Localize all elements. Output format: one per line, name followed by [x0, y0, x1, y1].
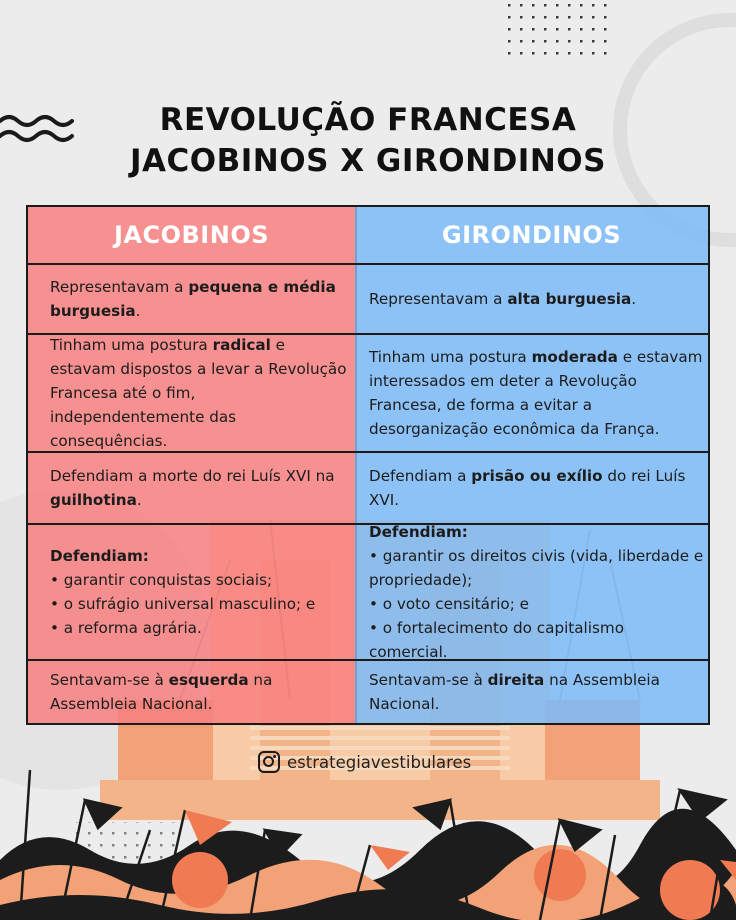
cell-text: . [135, 302, 141, 320]
instagram-icon [258, 751, 280, 773]
jacobinos-row-4 [28, 525, 355, 661]
jacobinos-header: JACOBINOS [28, 207, 355, 265]
jacobinos-column [28, 207, 357, 723]
girondinos-row-1 [355, 265, 708, 335]
cell-text: Representavam a [369, 290, 508, 308]
girondinos-column [355, 207, 708, 723]
cell-text: e estavam interessados em deter a Revolução Francesa, de forma a evitar a desorganização econômica da França. [369, 348, 703, 438]
instagram-handle[interactable] [258, 747, 471, 777]
cell-bold-text: guilhotina [50, 491, 137, 509]
girondinos-header: GIRONDINOS [355, 207, 708, 265]
cell-text: Defendiam a [369, 467, 472, 485]
cell-text: . [631, 290, 637, 308]
cell-text: na Assembleia Nacional. [50, 671, 273, 713]
girondinos-row-5 [355, 661, 708, 723]
cell-bold-text: direita [487, 671, 545, 689]
jacobinos-row-3 [28, 453, 355, 525]
cell-text: • o sufrágio universal masculino; e [50, 595, 316, 613]
cell-bold-text: moderada [531, 348, 618, 366]
jacobinos-row-2 [28, 335, 355, 453]
cell-bold-text: Defendiam: [50, 547, 149, 565]
page-title-line1: REVOLUÇÃO FRANCESA [159, 102, 577, 138]
cell-bold-text: Defendiam: [369, 523, 468, 541]
jacobinos-row-5 [28, 661, 355, 723]
instagram-handle-text: estrategiavestibulares [287, 752, 472, 772]
cell-bold-text: prisão ou exílio [471, 467, 603, 485]
cell-text: • garantir conquistas sociais; [50, 571, 273, 589]
cell-text: • o voto censitário; e [369, 595, 530, 613]
cell-text: Sentavam-se à [50, 671, 169, 689]
cell-text: • garantir os direitos civis (vida, liberdade e propriedade); [369, 547, 704, 589]
cell-text: Tinham uma postura [50, 336, 213, 354]
cell-text: na Assembleia Nacional. [369, 671, 660, 713]
cell-text: Representavam a [50, 278, 189, 296]
cell-text: Tinham uma postura [369, 348, 532, 366]
girondinos-row-4 [355, 525, 708, 661]
cell-text: e estavam dispostos a levar a Revolução Francesa até o fim, independentemente das consequências. [50, 336, 347, 450]
comparison-table [26, 205, 710, 725]
page-title-line2: JACOBINOS X GIRONDINOS [130, 143, 606, 179]
cell-text: do rei Luís XVI. [369, 467, 686, 509]
cell-bold-text: radical [212, 336, 271, 354]
dot-grid-top [508, 4, 608, 60]
cell-text: Defendiam a morte do rei Luís XVI na [50, 467, 335, 485]
cell-text: • o fortalecimento do capitalismo comercial. [369, 619, 624, 661]
jacobinos-row-1 [28, 265, 355, 335]
cell-bold-text: alta burguesia [507, 290, 632, 308]
cell-bold-text: pequena e média burguesia [50, 278, 336, 320]
cell-text: Sentavam-se à [369, 671, 488, 689]
girondinos-row-2 [355, 335, 708, 453]
cell-text: . [136, 491, 142, 509]
cell-text: • a reforma agrária. [50, 619, 202, 637]
cell-bold-text: esquerda [168, 671, 249, 689]
girondinos-row-3 [355, 453, 708, 525]
